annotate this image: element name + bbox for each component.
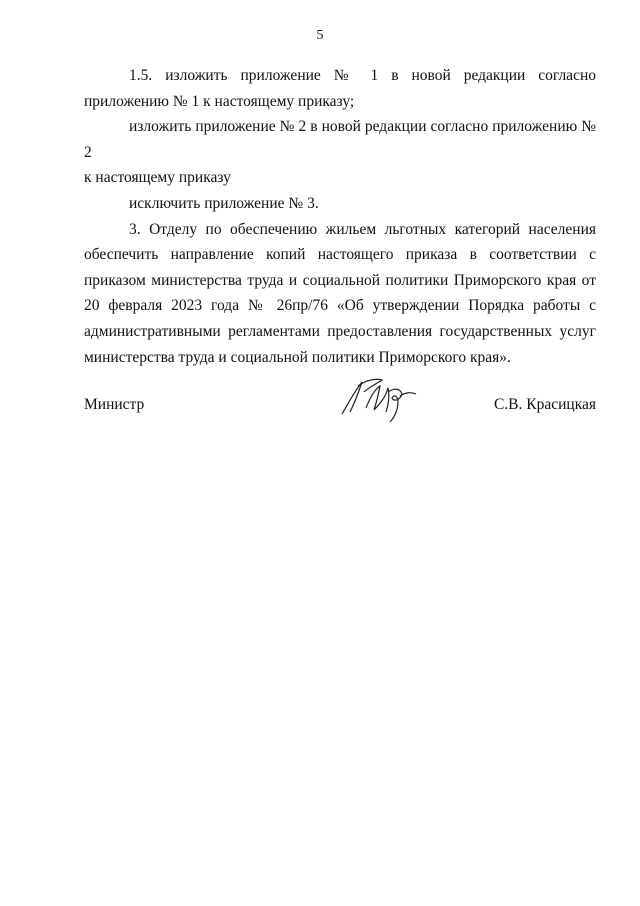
- paragraph-1-line-1: 1.5. изложить приложение № 1 в новой редакции согласно: [129, 67, 596, 84]
- document-body: [84, 63, 596, 370]
- paragraph-1-line-2: приложению № 1 к настоящему приказу;: [84, 92, 355, 110]
- paragraph-3: исключить приложение № 3.: [129, 194, 319, 212]
- signatory-name: С.В. Красицкая: [493, 396, 596, 413]
- signatory-title: Министр: [84, 396, 145, 413]
- paragraph-4: 3. Отделу по обеспечению жильем льготных категорий населения обеспечить направление копий настоящего приказа в соответствии с приказом министерства труда и социальной политики Приморского края от 20 февраля 2023 года № 26пр/76 «Об утверждении Порядка работы с административными регламентами предоставления государственных услуг министерства труда и социальной политики Приморского края».: [84, 220, 596, 366]
- paragraph-2-line-1: изложить приложение № 2 в новой редакции согласно приложению № 2: [84, 118, 596, 161]
- handwritten-signature: [336, 374, 420, 424]
- paragraph-2-line-2: к настоящему приказу: [84, 169, 231, 187]
- page-number: 5: [316, 28, 324, 43]
